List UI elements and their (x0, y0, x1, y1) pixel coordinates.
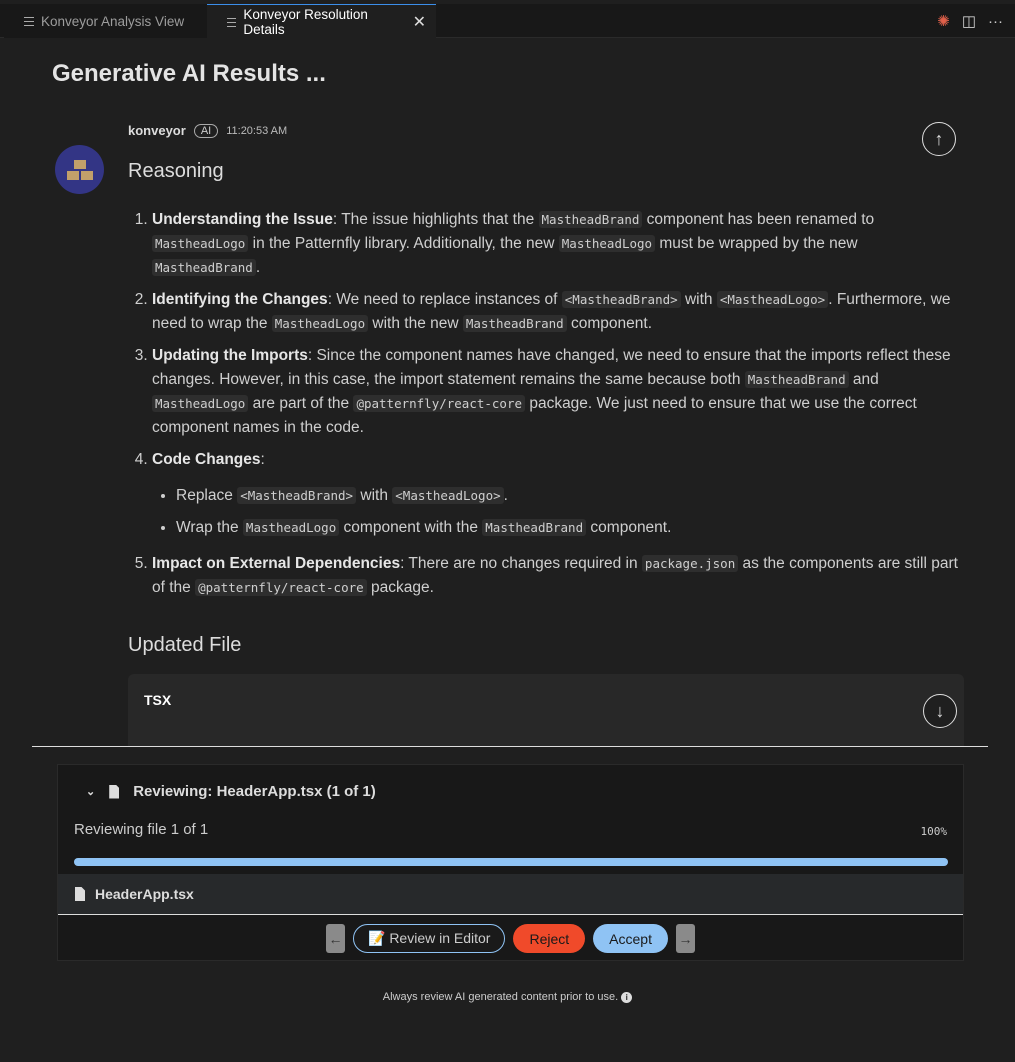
text-segment: : The issue highlights that the (332, 211, 539, 228)
review-header[interactable] (86, 783, 376, 800)
text-segment: component. (566, 315, 653, 332)
previous-button[interactable]: ← (326, 924, 345, 953)
inline-code: <MastheadBrand> (562, 291, 681, 308)
reasoning-item (152, 448, 967, 540)
text-segment: : There are no changes required in (400, 555, 642, 572)
inline-code: MastheadBrand (152, 259, 256, 276)
text-segment: as the components are still part of the (152, 555, 958, 596)
text-segment: Wrap the (176, 519, 243, 536)
file-icon (75, 887, 85, 901)
reject-button[interactable]: Reject (513, 924, 585, 953)
author-name: konveyor (128, 123, 186, 138)
inline-code: MastheadLogo (152, 395, 248, 412)
progress-bar (74, 858, 948, 866)
konveyor-logo-icon (74, 160, 86, 169)
updated-file-heading: Updated File (128, 634, 242, 656)
sub-list-item (176, 516, 967, 540)
tab-bar (0, 4, 1015, 38)
tab-label: Konveyor Analysis View (41, 13, 185, 29)
text-segment: with (680, 291, 717, 308)
tab-label: Konveyor Resolution Details (243, 7, 368, 37)
page-title: Generative AI Results ... (52, 60, 326, 87)
inline-code: <MastheadLogo> (392, 487, 503, 504)
timestamp: 11:20:53 AM (226, 124, 288, 137)
reasoning-item-title: Code Changes (152, 451, 261, 468)
text-segment: component. (586, 519, 672, 536)
text-segment: component has been renamed to (642, 211, 875, 228)
review-title: Reviewing: HeaderApp.tsx (1 of 1) (133, 783, 376, 800)
reasoning-item-title: Understanding the Issue (152, 211, 333, 228)
inline-code: MastheadLogo (272, 315, 368, 332)
avatar (55, 145, 104, 194)
review-subtitle: Reviewing file 1 of 1 (74, 821, 209, 838)
inline-code: MastheadBrand (745, 371, 849, 388)
reasoning-item (152, 288, 967, 336)
info-icon[interactable]: i (621, 992, 632, 1003)
text-segment: are part of the (248, 395, 354, 412)
inline-code: <MastheadLogo> (717, 291, 828, 308)
reasoning-item (152, 552, 967, 600)
inline-code: @patternfly/react-core (195, 579, 367, 596)
review-panel (57, 764, 964, 961)
text-segment: component with the (339, 519, 483, 536)
text-segment: must be wrapped by the new (655, 235, 858, 252)
text-segment: . Furthermore, we need to wrap the (152, 291, 951, 332)
reasoning-item-title: Updating the Imports (152, 347, 308, 364)
scroll-down-button[interactable]: ↓ (923, 694, 957, 728)
text-segment: : Since the component names have changed, we need to ensure that the imports reflect these changes. However, in this case, the import statement remains the same because both (152, 347, 951, 388)
scroll-up-button[interactable]: ↑ (922, 122, 956, 156)
text-segment: with (356, 487, 393, 504)
disclaimer-text: Always review AI generated content prior to use. (382, 991, 619, 1003)
file-row[interactable] (58, 874, 963, 915)
sparkle-icon[interactable]: ✺ (937, 13, 950, 30)
text-segment: package. We just need to ensure that we use the correct component names in the code. (152, 395, 917, 436)
next-button[interactable]: → (676, 924, 695, 953)
accept-button[interactable]: Accept (593, 924, 668, 953)
more-actions-icon[interactable]: ··· (988, 12, 1003, 30)
inline-code: MastheadLogo (559, 235, 655, 252)
text-segment: . (255, 259, 261, 276)
inline-code: package.json (642, 555, 738, 572)
preview-icon (227, 18, 236, 27)
inline-code: <MastheadBrand> (237, 487, 356, 504)
inline-code: MastheadBrand (539, 211, 643, 228)
split-editor-icon[interactable]: ◫ (961, 13, 976, 30)
code-language: TSX (144, 692, 172, 708)
reasoning-list (152, 208, 967, 608)
code-block (128, 674, 964, 746)
file-icon (109, 785, 119, 799)
progress-percent: 100% (920, 825, 947, 838)
text-segment: package. (366, 579, 434, 596)
inline-code: MastheadLogo (152, 235, 248, 252)
reasoning-item-title: Identifying the Changes (152, 291, 328, 308)
tab-analysis-view[interactable] (4, 4, 207, 38)
inline-code: MastheadBrand (482, 519, 586, 536)
inline-code: @patternfly/react-core (353, 395, 525, 412)
sub-list-item (176, 484, 967, 508)
progress-fill (74, 858, 948, 866)
ai-badge: AI (194, 124, 218, 138)
text-segment: : (260, 451, 265, 468)
tab-resolution-details[interactable] (207, 4, 436, 39)
divider (32, 746, 988, 747)
text-segment: : We need to replace instances of (327, 291, 562, 308)
text-segment: and (848, 371, 879, 388)
reasoning-item (152, 344, 967, 440)
reasoning-item-title: Impact on External Dependencies (152, 555, 401, 572)
close-icon[interactable]: ✕ (412, 14, 426, 31)
preview-icon (24, 17, 34, 26)
inline-code: MastheadBrand (463, 315, 567, 332)
text-segment: with the new (368, 315, 463, 332)
reasoning-item (152, 208, 967, 280)
text-segment: . (503, 487, 508, 504)
file-name: HeaderApp.tsx (95, 886, 194, 902)
reasoning-heading: Reasoning (128, 160, 224, 182)
text-segment: in the Patternfly library. Additionally, the new (248, 235, 559, 252)
text-segment: Replace (176, 487, 238, 504)
disclaimer (0, 991, 1015, 1003)
sub-list (176, 484, 967, 540)
review-in-editor-button[interactable]: 📝 Review in Editor (353, 924, 505, 953)
inline-code: MastheadLogo (243, 519, 339, 536)
chevron-down-icon[interactable]: ⌄ (86, 786, 96, 798)
